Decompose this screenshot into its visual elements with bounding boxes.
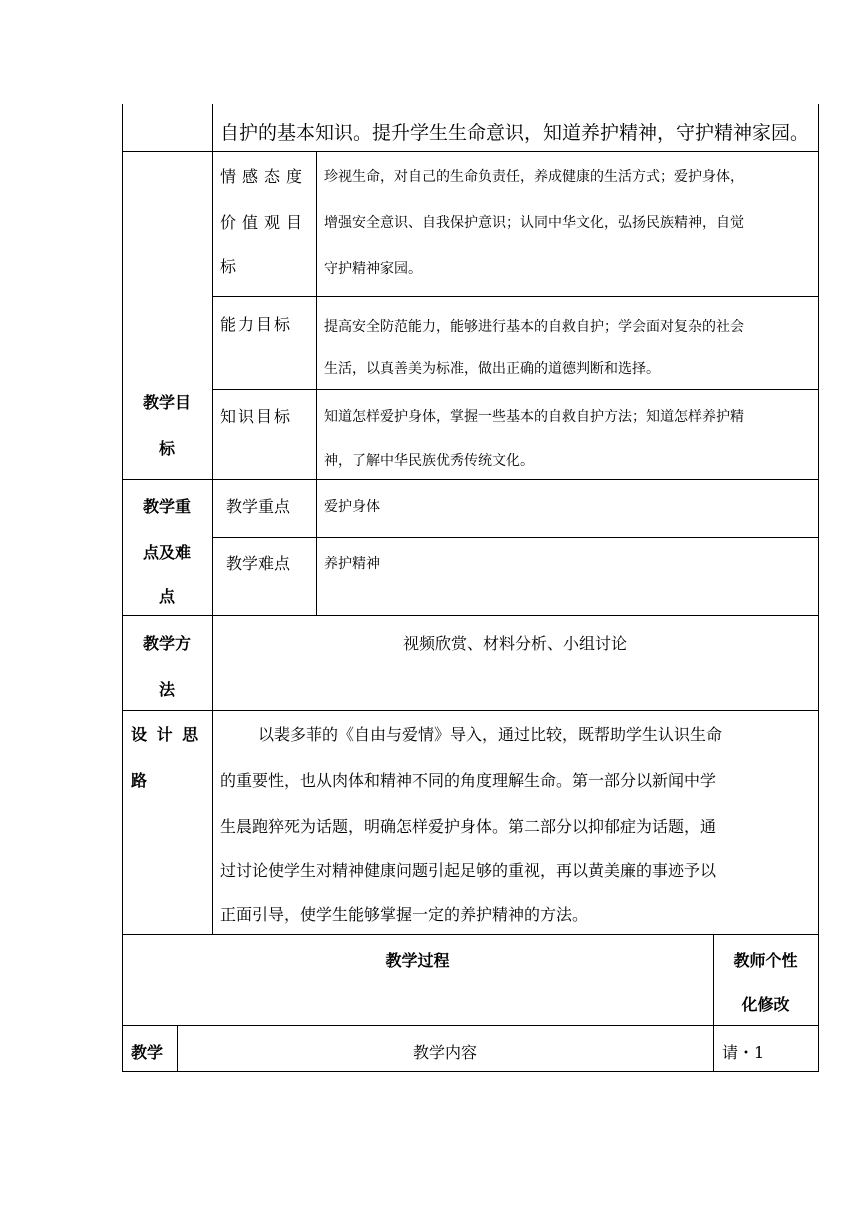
emotion-label-line-3: 标 — [220, 257, 237, 276]
bottom-col1: 教学 — [131, 1043, 164, 1062]
design-content-line-5: 正面引导，使学生能够掌握一定的养护精神的方法。 — [220, 905, 589, 924]
keypoints-header-line-1: 教学重 — [142, 497, 191, 516]
design-header-line-1: 设 计 思 — [131, 725, 201, 744]
knowledge-content-line-2: 神，了解中华民族优秀传统文化。 — [324, 453, 534, 469]
knowledge-content-line-1: 知道怎样爱护身体，掌握一些基本的自救自护方法；知道怎样养护精 — [324, 409, 744, 425]
emotion-content-line-3: 守护精神家园。 — [324, 261, 422, 277]
ability-content-line-2: 生活，以真善美为标准，做出正确的道德判断和选择。 — [324, 361, 660, 377]
emotion-label-line-2: 价值观目 — [220, 213, 309, 232]
top-row-text: 自护的基本知识。提升学生生命意识，知道养护精神，守护精神家园。 — [220, 122, 810, 144]
emotion-label-line-1: 情感态度 — [220, 167, 309, 186]
col-divider-1 — [212, 104, 213, 934]
emotion-content-line-1: 珍视生命，对自己的生命负责任，养成健康的生活方式；爱护身体， — [324, 169, 744, 185]
key-point-content: 爱护身体 — [324, 499, 380, 515]
design-header-line-2: 路 — [131, 771, 148, 790]
ability-content-line-1: 提高安全防范能力，能够进行基本的自救自护；学会面对复杂的社会 — [324, 319, 744, 335]
design-content-line-1: 以裴多菲的《自由与爱情》导入，通过比较，既帮助学生认识生命 — [258, 725, 723, 744]
teacher-mod-line-2: 化修改 — [741, 995, 790, 1014]
objectives-header-line-2: 标 — [158, 439, 175, 458]
method-header-line-1: 教学方 — [142, 634, 191, 653]
row-line-3 — [212, 389, 819, 390]
design-content-line-3: 生晨跑猝死为话题，明确怎样爱护身体。第二部分以抑郁症为话题，通 — [220, 817, 717, 836]
col-divider-2 — [316, 151, 317, 615]
row-line-2 — [212, 296, 819, 297]
method-content: 视频欣赏、材料分析、小组讨论 — [402, 634, 627, 653]
design-content-line-4: 过讨论使学生对精神健康问题引起足够的重视，再以黄美廉的事迹予以 — [220, 861, 717, 880]
objectives-header-line-1: 教学目 — [142, 393, 191, 412]
knowledge-label: 知识目标 — [220, 407, 293, 426]
bottom-col3: 请・1 — [722, 1043, 765, 1062]
design-content-line-2: 的重要性，也从肉体和精神不同的角度理解生命。第一部分以新闻中学 — [220, 771, 717, 790]
row-line-8 — [122, 934, 819, 935]
difficulty-content: 养护精神 — [324, 556, 380, 572]
keypoints-header-line-2: 点及难 — [142, 543, 191, 562]
row-line-4 — [122, 479, 819, 480]
difficulty-label: 教学难点 — [226, 554, 291, 573]
row-line-5 — [212, 537, 819, 538]
row-line-7 — [122, 710, 819, 711]
emotion-content-line-2: 增强安全意识、自我保护意识；认同中华文化，弘扬民族精神，自觉 — [324, 215, 744, 231]
table-border-right — [818, 104, 819, 1072]
bottom-col2: 教学内容 — [412, 1043, 477, 1062]
row-line-6 — [122, 615, 819, 616]
row-line-9 — [122, 1025, 819, 1026]
row-line-1 — [122, 151, 819, 152]
key-point-label: 教学重点 — [226, 497, 291, 516]
method-header-line-2: 法 — [158, 680, 175, 699]
keypoints-header-line-3: 点 — [158, 587, 175, 606]
teacher-mod-line-1: 教师个性 — [733, 951, 798, 970]
row-line-10 — [122, 1071, 819, 1072]
ability-label: 能力目标 — [220, 315, 293, 334]
process-header: 教学过程 — [385, 951, 450, 970]
